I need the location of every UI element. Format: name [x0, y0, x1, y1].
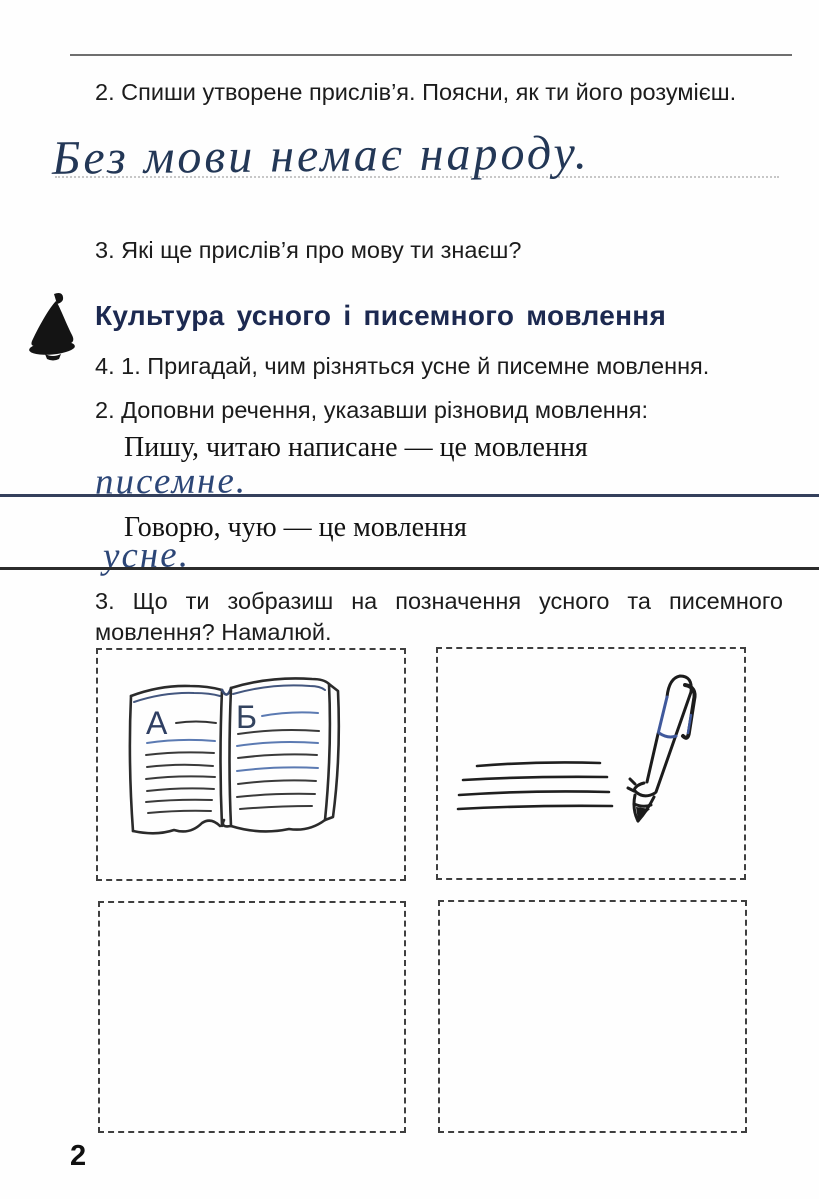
task-4-2-text: 2. Доповни речення, указавши різновид мовлення: [95, 397, 649, 423]
handwritten-proverb: Без мови немає народу. [51, 126, 591, 185]
empty-drawing-box-left [98, 901, 406, 1133]
task-3-text: 3. Які ще прислів’я про мову ти знаєш? [95, 237, 522, 263]
task-2-text: 2. Спиши утворене прислів’я. Поясни, як ти його розумієш. [95, 79, 737, 105]
task-4-3-text: 3. Що ти зобразиш на позначення усного та писемного мовлення? Намалюй. [95, 588, 783, 646]
open-book-sketch [98, 650, 404, 879]
handwritten-answer-oral: усне. [102, 534, 191, 577]
section-heading: Культура усного і писемного мовлення [95, 300, 667, 331]
drawing-box-oral-speech [436, 647, 746, 880]
empty-drawing-box-right [438, 900, 747, 1133]
drawing-box-written-speech [96, 648, 406, 881]
book-left-page-letter: А [146, 705, 168, 741]
sentence-oral-speech: Говорю, чую — це мовлення [124, 512, 467, 543]
bell-icon-svg [25, 291, 81, 361]
bell-icon [25, 291, 81, 361]
page-number: 2 [70, 1140, 87, 1172]
task-4-1-text: 4. 1. Пригадай, чим різняться усне й писемне мовлення. [95, 353, 710, 379]
sentence-written-speech: Пишу, читаю написане — це мовлення [124, 432, 588, 463]
answer-ruled-line-2 [0, 567, 819, 570]
book-right-page-letter: Б [236, 699, 257, 735]
handwritten-answer-written: писемне. [94, 460, 248, 503]
pen-sketch [438, 649, 744, 878]
answer-ruled-line-1 [0, 494, 819, 497]
ruled-line-top [70, 54, 792, 56]
